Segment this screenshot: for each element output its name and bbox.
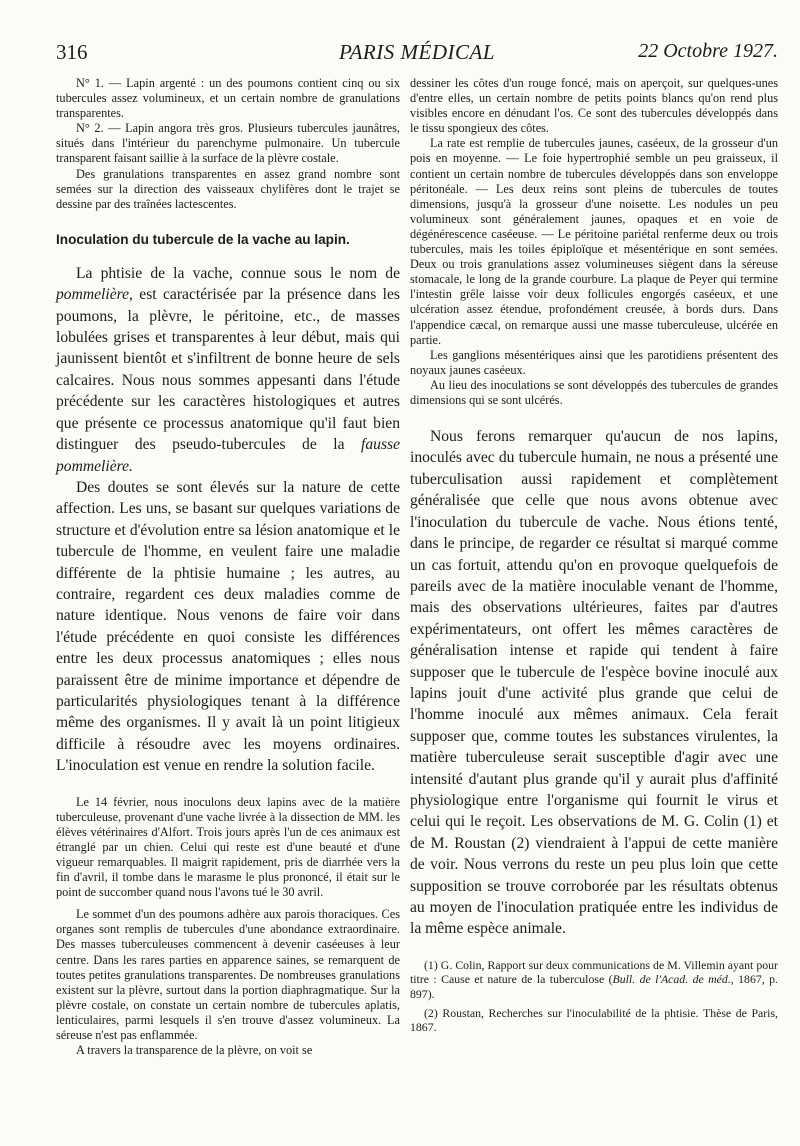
- issue-date: 22 Octobre 1927.: [638, 40, 778, 62]
- left-column: [56, 76, 400, 1058]
- journal-title: PARIS MÉDICAL: [338, 40, 495, 64]
- paragraph: Le 14 février, nous inoculons deux lapins avec de la matière tuberculeuse, provenant d'une vache livrée à la dissection de MM. les élèves vétérinaires d'Alfort. Trois jours après l'un de ces animaux est étranglé par un chien. Celui qui reste est d'une beauté et d'une vigueur remarquables. Il maigrit rapidement, pris de diarrhée vers la fin d'avril, il tombe dans le marasme le plus prononcé, il était sur le point de succomber quand nous l'avons tué le 30 avril.: [56, 794, 400, 900]
- paragraph: Le sommet d'un des poumons adhère aux parois thoraciques. Ces organes sont remplis de tubercules d'une abondance extraordinaire. Des masses tuberculeuses commencent à devenir caséeuses à leur centre. Dans les rares parties en apparence saines, se remarquent de toutes petites granulations transparentes. De nombreuses granulations existent sur la plèvre, surtout dans la portion diaphragmatique. Sur la plèvre costale, on constate un certain nombre de tubercules aplatis, lenticulaires, parmi lesquels il s'en trouve d'assez volumineux. La séreuse n'est pas enflammée.: [56, 907, 400, 1042]
- paragraph: N° 2. — Lapin angora très gros. Plusieurs tubercules jaunâtres, situés dans l'intérieur du parenchyme pulmonaire. Un tubercule transparent faisant saillie à la surface de la plèvre costale.: [56, 121, 400, 166]
- paragraph: Des granulations transparentes en assez grand nombre sont semées sur la direction des vaisseaux chylifères dont le trajet se dessine par des traînées lactescentes.: [56, 166, 400, 211]
- paragraph: Des doutes se sont élevés sur la nature de cette affection. Les uns, se basant sur quelques variations de structure et d'évolution entre sa lésion anatomique et le tubercule de l'homme, en veulent faire une maladie différente de la phtisie humaine ; les autres, au contraire, regardent ces deux maladies comme de nature identique. Nous venons de faire voir dans l'étude précédente en quoi consiste les différences entre les deux processus anatomiques ; elles nous paraissent être de minime importance et dépendre de particularités physiologiques tenant à la différence même des organismes. Il y avait là un point litigieux difficile à résoudre avec les moyens ordinaires. L'inoculation est venue en rendre la solution facile.: [56, 478, 400, 775]
- paragraph: Les ganglions mésentériques ainsi que les parotidiens présentent des noyaux jaunes caséeux.: [410, 347, 778, 377]
- right-column: [410, 76, 778, 1035]
- page-number: 316: [56, 40, 88, 64]
- paragraph: dessiner les côtes d'un rouge foncé, mais on aperçoit, sur quelques-unes d'entre elles, un certain nombre de petits points blancs qu'on rend plus visibles encore en dénudant l'os. Ce sont des tubercules développés dans le tissu spongieux des côtes.: [410, 76, 778, 136]
- paragraph: La rate est remplie de tubercules jaunes, caséeux, de la grosseur d'un pois en moyenne. — Le foie hypertrophié semble un peu graisseux, il contient un certain nombre de tubercules développés dans son enveloppe péritonéale. — Les deux reins sont pleins de tubercules de toutes dimensions, jusqu'à la grosseur d'une noisette. Les nodules un peu volumineux sont généralement jaunes, opaques et en voie de dégénérescence caséeuse. — Le péritoine pariétal renferme deux ou trois tubercules, mais les toiles épiploïque et mésentérique en sont semées. Deux ou trois granulations assez volumineuses siègent dans la séreuse stomacale, le long de la grande courbure. La plaque de Peyer qui termine l'intestin grêle laisse voir deux follicules engorgés caséeux, et une ulcération assez étendue, profondément creusée, à bords durs. Dans l'appendice cæcal, on remarque aussi une masse tuberculeuse, ulcérée en partie.: [410, 136, 778, 347]
- paragraph: Au lieu des inoculations se sont développés des tubercules de grandes dimensions qui se sont ulcérés.: [410, 377, 778, 407]
- paragraph: N° 1. — Lapin argenté : un des poumons contient cinq ou six tubercules assez volumineux, et un certain nombre de granulations transparentes.: [56, 76, 400, 121]
- footnotes: [410, 958, 778, 1035]
- paragraph: A travers la transparence de la plèvre, on voit se: [76, 1043, 313, 1058]
- section-heading: Inoculation du tubercule de la vache au lapin.: [56, 231, 350, 247]
- page-header: [56, 40, 778, 70]
- footnote: (2) Roustan, Recherches sur l'inoculabilité de la phtisie. Thèse de Paris, 1867.: [410, 1005, 778, 1035]
- paragraph: Nous ferons remarquer qu'aucun de nos lapins, inoculés avec du tubercule humain, ne nous a présenté une tuberculisation aussi rapidement et complètement généralisée que celle que nous avons obtenue avec l'inoculation du tubercule de vache. Nous étions tenté, dans le principe, de regarder ce résultat si marqué comme un cas fortuit, attendu qu'on en provoque quelquefois de pareils avec de la matière inoculable venant de l'homme, mais des observations ultérieures, faites par d'autres expérimentateurs, ont offert les mêmes caractères de généralisation intense et rapide qui tendent à faire supposer que le tubercule de l'espèce bovine inoculé aux lapins jouit d'une activité plus grande que celui de l'homme inoculé aux mêmes animaux. Cela ferait supposer que, comme toutes les substances virulentes, la matière tuberculeuse serait susceptible d'agir avec une intensité d'autant plus grande qu'il y aurait plus d'affinité physiologique entre l'organisme qui fournit le virus et celui qui le reçoit. Les observations de M. G. Colin (1) et de M. Roustan (2) viendraient à l'appui de cette manière de voir. Nous verrons du reste un peu plus loin que cette supposition se trouve corroborée par les résultats obtenus au moyen de l'inoculation pratiquée entre les individus de la même espèce animale.: [410, 428, 778, 938]
- footnote: (1) G. Colin, Rapport sur deux communications de M. Villemin ayant pour titre : Cause et nature de la tuberculose (Bull. de l'Acad. de méd., 1867, p. 897).: [410, 957, 778, 1001]
- paragraph: La phtisie de la vache, connue sous le nom de pommelière, est caractérisée par la présence dans les poumons, la plèvre, le péritoine, etc., de masses lobulées grises et transparentes à leur début, mais qui jaunissent bientôt et s'infiltrent de bonne heure de sels calcaires. Nous nous sommes appesanti dans l'étude précédente sur les caractères histologiques et autres que présente ce processus anatomique qu'il faut bien distinguer des pseudo-tubercules de la fausse pommelière.: [56, 264, 400, 475]
